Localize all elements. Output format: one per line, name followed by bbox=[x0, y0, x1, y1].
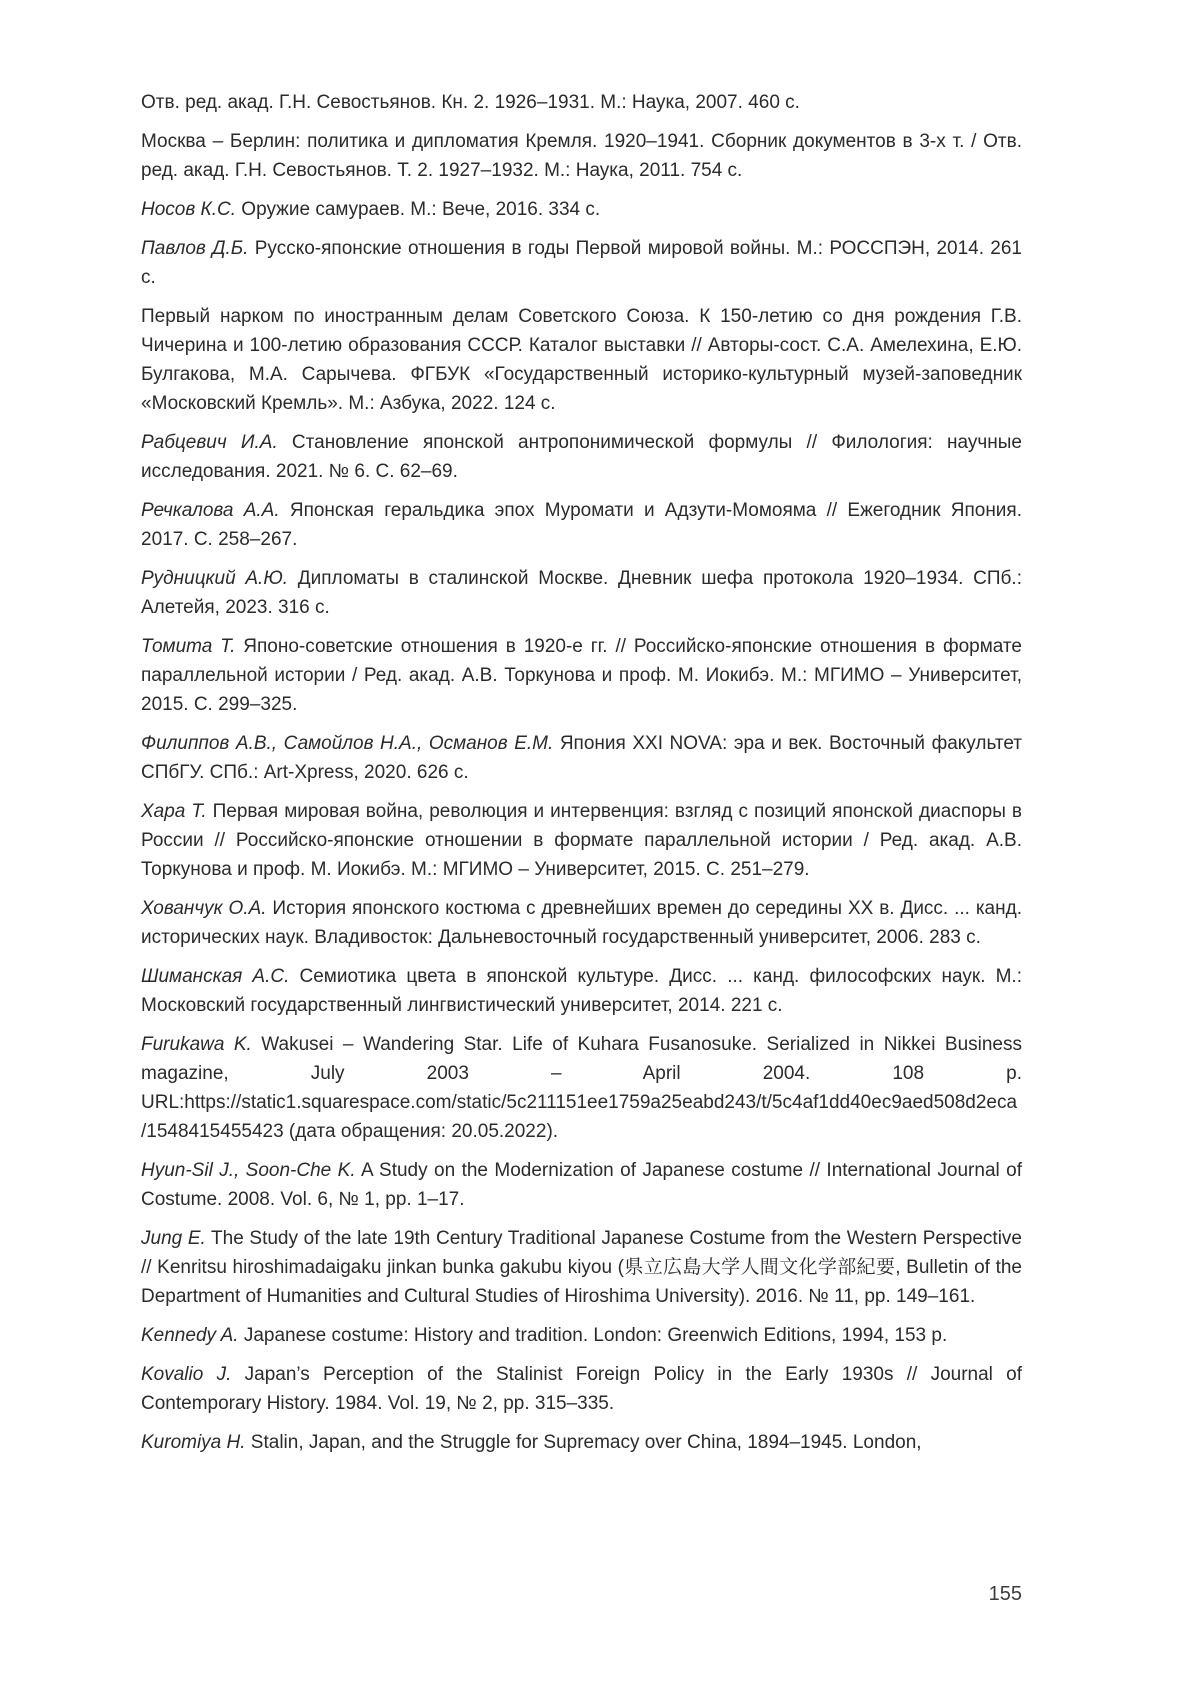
reference-text: Русско-японские отношения в годы Первой мировой войны. М.: РОССПЭН, 2014. 261 с. bbox=[141, 238, 1023, 288]
reference-entry bbox=[141, 127, 1022, 185]
reference-entry bbox=[141, 1156, 1022, 1214]
reference-author: Филиппов А.В., Самойлов Н.А., Османов Е.М. bbox=[141, 733, 554, 754]
reference-author: Хованчук О.А. bbox=[141, 898, 267, 919]
reference-entry bbox=[141, 962, 1022, 1020]
reference-author: Томита Т. bbox=[141, 636, 236, 657]
reference-entry bbox=[141, 496, 1022, 554]
page-number: 155 bbox=[988, 1583, 1022, 1605]
reference-author: Kennedy A. bbox=[141, 1325, 239, 1346]
reference-text: Дипломаты в сталинской Москве. Дневник шефа протокола 1920–1934. СПб.: Алетейя, 2023. 316 с. bbox=[141, 568, 1022, 618]
reference-author: Hyun-Sil J., Soon-Che K. bbox=[141, 1160, 356, 1181]
reference-text: История японского костюма с древнейших времен до середины XX в. Дисс. ... канд. исторических наук. Владивосток: Дальневосточный государственный университет, 2006. 283 с. bbox=[141, 898, 1022, 948]
reference-author: Jung E. bbox=[141, 1228, 206, 1249]
reference-entry bbox=[141, 234, 1022, 292]
reference-entry bbox=[141, 1321, 1022, 1350]
reference-author: Kuromiya H. bbox=[141, 1432, 246, 1453]
reference-text: Wakusei – Wandering Star. Life of Kuhara Fusanosuke. Serialized in Nikkei Business magazine, July 2003 – April 2004. 108 p. URL:https://static1.squarespace.com/static/5c211151ee1759a25eabd243/t/5c4af1dd40ec9aed508d2eca/1548415455423 (дата обращения: 20.05.2022). bbox=[141, 1034, 1022, 1142]
reference-entry bbox=[141, 894, 1022, 952]
reference-author: Носов К.С. bbox=[141, 199, 237, 220]
reference-entry bbox=[141, 1224, 1022, 1311]
reference-text: Stalin, Japan, and the Struggle for Supremacy over China, 1894–1945. London, bbox=[245, 1432, 922, 1453]
reference-text: Становление японской антропонимической формулы // Филология: научные исследования. 2021. № 6. С. 62–69. bbox=[141, 432, 1022, 482]
reference-text: Москва – Берлин: политика и дипломатия Кремля. 1920–1941. Сборник документов в 3-х т. / Отв. ред. акад. Г.Н. Севостьянов. Т. 2. 1927–1932. М.: Наука, 2011. 754 с. bbox=[141, 131, 1022, 181]
bibliography-list bbox=[141, 88, 1022, 1467]
reference-entry bbox=[141, 729, 1022, 787]
reference-text: Оружие самураев. М.: Вече, 2016. 334 с. bbox=[236, 199, 601, 220]
reference-author: Шиманская А.С. bbox=[141, 966, 290, 987]
reference-author: Речкалова А.А. bbox=[141, 500, 280, 521]
reference-text: Японо-советские отношения в 1920-е гг. // Российско-японские отношения в формате параллельной истории / Ред. акад. А.В. Торкунова и проф. М. Иокибэ. М.: МГИМО – Университет, 2015. С. 299–325. bbox=[141, 636, 1022, 715]
reference-entry bbox=[141, 1360, 1022, 1418]
reference-text: Japan’s Perception of the Stalinist Foreign Policy in the Early 1930s // Journal of Contemporary History. 1984. Vol. 19, № 2, pp. 315–335. bbox=[141, 1364, 1023, 1414]
reference-author: Хара Т. bbox=[141, 801, 207, 822]
reference-entry bbox=[141, 1030, 1022, 1146]
reference-author: Рудницкий А.Ю. bbox=[141, 568, 289, 589]
reference-author: Павлов Д.Б. bbox=[141, 238, 249, 259]
reference-text: Отв. ред. акад. Г.Н. Севостьянов. Кн. 2. 1926–1931. М.: Наука, 2007. 460 с. bbox=[141, 92, 800, 113]
reference-author: Рабцевич И.А. bbox=[141, 432, 278, 453]
reference-entry bbox=[141, 195, 1022, 224]
reference-author: Furukawa K. bbox=[141, 1034, 252, 1055]
reference-entry bbox=[141, 797, 1022, 884]
reference-text: The Study of the late 19th Century Traditional Japanese Costume from the Western Perspective // Kenritsu hiroshimadaigaku jinkan bunka gakubu kiyou (県立広島大学人間文化学部紀要, Bulletin of the Department of Humanities and Cultural Studies of Hiroshima University). 2016. № 11, pp. 149–161. bbox=[141, 1228, 1023, 1307]
reference-text: Японская геральдика эпох Муромати и Адзути-Момояма // Ежегодник Япония. 2017. С. 258–267. bbox=[141, 500, 1022, 550]
reference-entry bbox=[141, 632, 1022, 719]
reference-text: Japanese costume: History and tradition. London: Greenwich Editions, 1994, 153 p. bbox=[238, 1325, 948, 1346]
reference-entry bbox=[141, 564, 1022, 622]
reference-author: Kovalio J. bbox=[141, 1364, 232, 1385]
reference-text: Япония XXI NOVA: эра и век. Восточный факультет СПбГУ. СПб.: Art-Xpress, 2020. 626 с. bbox=[141, 733, 1022, 783]
reference-text: Первая мировая война, революция и интервенция: взгляд с позиций японской диаспоры в России // Российско-японские отношении в формате параллельной истории / Ред. акад. А.В. Торкунова и проф. М. Иокибэ. М.: МГИМО – Университет, 2015. С. 251–279. bbox=[141, 801, 1022, 880]
reference-text: A Study on the Modernization of Japanese costume // International Journal of Costume. 2008. Vol. 6, № 1, pp. 1–17. bbox=[141, 1160, 1022, 1210]
reference-entry bbox=[141, 428, 1022, 486]
reference-entry bbox=[141, 302, 1022, 418]
reference-entry bbox=[141, 1428, 1022, 1457]
reference-entry bbox=[141, 88, 1022, 117]
reference-text: Первый нарком по иностранным делам Советского Союза. К 150-летию со дня рождения Г.В. Чичерина и 100-летию образования СССР. Каталог выставки // Авторы-сост. С.А. Амелехина, Е.Ю. Булгакова, М.А. Сарычева. ФГБУК «Государственный историко-культурный музей-заповедник «Московский Кремль». М.: Азбука, 2022. 124 с. bbox=[141, 306, 1022, 414]
reference-text: Семиотика цвета в японской культуре. Дисс. ... канд. философских наук. М.: Московский государственный лингвистический университет, 2014. 221 с. bbox=[141, 966, 1022, 1016]
